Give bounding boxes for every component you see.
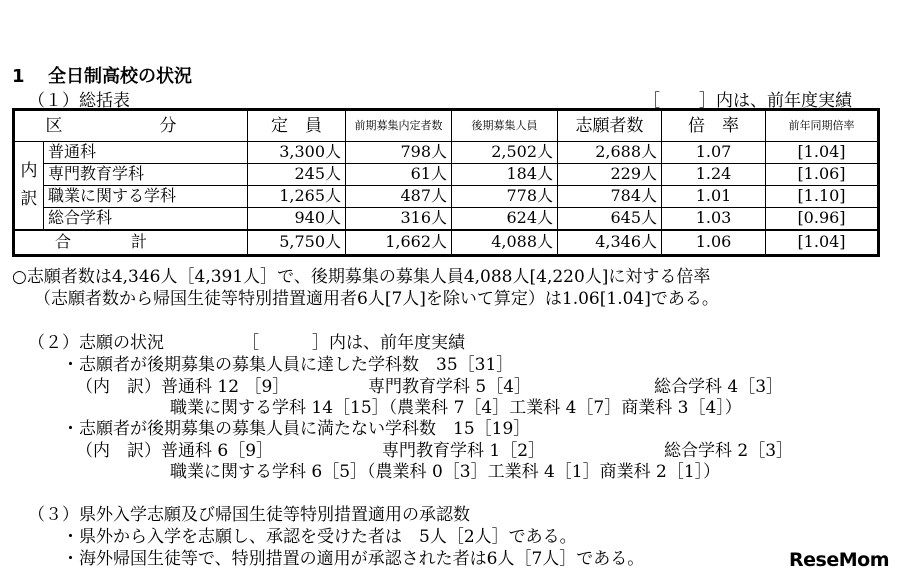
cell-prev: [1.04] [766,142,879,164]
cell-shigan: 229人 [558,163,662,185]
cell-kouki: 778人 [452,185,558,207]
cell-zenki: 798人 [346,142,452,164]
header-kubun: 区 分 [14,110,248,142]
total-label: 合計 [14,230,248,256]
total-zenki: 1,662人 [346,230,452,256]
cell-kouki: 184人 [452,163,558,185]
cell-bairitsu: 1.01 [662,185,766,207]
uchiwake-label [14,142,44,230]
summary-line-1: ○志願者数は4,346人［4,391人］で、後期募集の募集人員4,088人[4,220人]に対する倍率 [12,267,711,287]
section-3-bullet-1: ・県外から入学を志願し、承認を受けた者は 5人［2人］である。 [62,527,577,547]
table-row [14,163,879,185]
section-2-note-text: ］内は、前年度実績 [312,333,465,353]
section-2-breakdown-1b: 職業に関する学科 14［15］（農業科 7［4］工業科 4［7］商業科 3［4］） [170,398,742,418]
table-row [14,185,879,207]
breakdown-mid: 専門教育学科 5［4］ [368,377,532,397]
cell-bairitsu: 1.07 [662,142,766,164]
breakdown-mid: 専門教育学科 1［2］ [382,441,546,461]
cell-teiin: 245人 [248,163,346,185]
total-teiin: 5,750人 [248,230,346,256]
section-2-breakdown-2b: 職業に関する学科 6［5］（農業科 0［3］工業科 4［1］商業科 2［1］） [170,462,721,482]
uchiwake-char-1: 内 [20,161,38,182]
uchiwake-char-2: 訳 [20,189,38,210]
cell-zenki: 487人 [346,185,452,207]
total-bairitsu: 1.06 [662,230,766,256]
row-label: 職業に関する学科 [44,185,248,207]
cell-bairitsu: 1.03 [662,207,766,229]
header-kouki: 後期募集人員 [452,110,558,142]
breakdown-right: 総合学科 4［3］ [654,377,784,397]
table-row [14,142,879,164]
section-2-bullet-2: ・志願者が後期募集の募集人員に満たない学科数 15［19］ [62,419,531,439]
bracket-note-open: ［ [643,91,660,111]
cell-shigan: 2,688人 [558,142,662,164]
section-3-bullet-2: ・海外帰国生徒等で、特別措置の適用が承認された者は6人［7人］である。 [62,549,645,569]
total-prev: [1.04] [766,230,879,256]
table-total-row [14,230,879,256]
cell-teiin: 3,300人 [248,142,346,164]
section-3-title: （３）県外入学志願及び帰国生徒等特別措置適用の承認数 [28,505,470,525]
section-2-note-open: ［ [242,333,259,353]
total-shigan: 4,346人 [558,230,662,256]
table-row [14,207,879,229]
cell-prev: [1.06] [766,163,879,185]
cell-prev: [0.96] [766,207,879,229]
section-2-title-text: （２）志願の状況 [28,333,164,353]
breakdown-prefix: （内 訳）普通科 12 ［9］ [76,377,290,397]
cell-teiin: 1,265人 [248,185,346,207]
summary-line-2: （志願者数から帰国生徒等特別措置適用者6人[7人]を除いて算定）は1.06[1.04]である。 [34,289,719,309]
cell-zenki: 316人 [346,207,452,229]
cell-kouki: 624人 [452,207,558,229]
cell-kouki: 2,502人 [452,142,558,164]
summary-table [12,108,880,257]
cell-shigan: 645人 [558,207,662,229]
breakdown-prefix: （内 訳）普通科 6［9］ [76,441,274,461]
table-header-row [14,110,879,142]
breakdown-right: 総合学科 2［3］ [664,441,794,461]
section-2-bullet-1: ・志願者が後期募集の募集人員に達した学科数 35［31］ [62,355,514,375]
header-teiin: 定 員 [248,110,346,142]
row-label: 総合学科 [44,207,248,229]
section-number: 1 [12,66,25,87]
cell-bairitsu: 1.24 [662,163,766,185]
cell-zenki: 61人 [346,163,452,185]
header-bairitsu: 倍 率 [662,110,766,142]
section-title [12,62,192,88]
total-kouki: 4,088人 [452,230,558,256]
row-label: 専門教育学科 [44,163,248,185]
bracket-note-text: ］内は、前年度実績 [699,91,852,111]
header-shigan: 志願者数 [558,110,662,142]
header-prev: 前年同期倍率 [766,110,879,142]
subsection-1-title: （１）総括表 [28,91,130,111]
cell-shigan: 784人 [558,185,662,207]
resemom-logo: ReseMom [789,549,889,571]
cell-prev: [1.10] [766,185,879,207]
header-zenki: 前期募集内定者数 [346,110,452,142]
cell-teiin: 940人 [248,207,346,229]
section-title-text: 全日制高校の状況 [48,66,192,87]
row-label: 普通科 [44,142,248,164]
